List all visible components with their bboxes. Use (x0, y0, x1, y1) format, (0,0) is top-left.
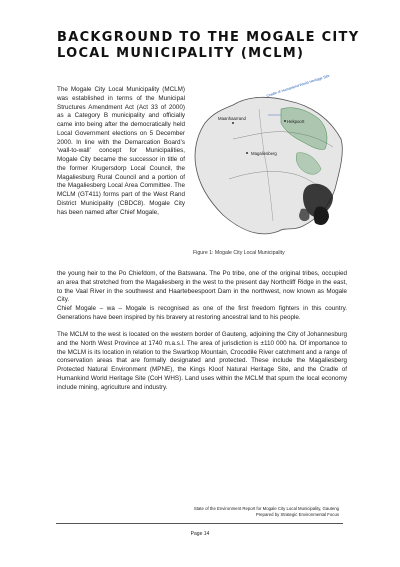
report-footer (57, 506, 339, 518)
section-heading-line-2: LOCAL MUNICIPALITY (MCLM) (57, 46, 305, 61)
paragraph-continuation: the young heir to the Po Chiefdom, of the Batswana. The Po tribe, one of the original tribes, occupied an area that stretched from the Magaliesberg in the west to the present day Northcliff Ridge in the east, to the Vaal River in the southwest and Haartebeespoort Dam in the northwest, now known as Mogale City. (57, 270, 347, 304)
municipality-map (189, 73, 347, 239)
map-label-hekpoort: Hekpoort (287, 119, 305, 124)
map-label-maanhaarrand: Maanhaarrand (218, 116, 246, 121)
paragraph-chief-mogale: Chief Mogale – wa – Mogale is recognised as one of the first freedom fighters in this country. Generations have been inspired by his bravery at restoring ancestral land to his people. (57, 305, 347, 321)
paragraph-location: The MCLM to the west is located on the western border of Gauteng, adjoining the City of Johannesburg and the North West Province at 1740 m.a.s.l. The area of jurisdiction is ±110 000 ha. Of importance to the MCLM is its location in relation to the Swartkop Mountain, Crocodile River catchment and a range of conservation areas that are formally designated and protected. These include the Magaliesberg Protected Natural Environment (MPNE), the Kings Kloof Natural Heritage Site, and the Cradle of Humankind World Heritage Site (CoH WHS). Land uses within the MCLM that spurn the local economy include mining, agriculture and industry. (57, 331, 347, 391)
page-number: Page 14 (190, 531, 210, 537)
footer-divider (56, 523, 343, 524)
heritage-site-label: Cradle of Humankind World Heritage Site (266, 73, 330, 98)
town-marker (232, 122, 234, 124)
town-marker (246, 152, 248, 154)
map-label-magaliesberg: Magaliesberg (251, 151, 277, 156)
section-heading-line-1: BACKGROUND TO THE MOGALE CITY (57, 30, 360, 45)
section-heading (57, 30, 360, 62)
footer-preparer: Prepared by Strategic Environmental Focus (255, 512, 339, 517)
figure-caption: Figure 1: Mogale City Local Municipality (193, 250, 285, 256)
footer-report-title: State of the Environment Report for Mogale City Local Municipality, Gauteng (193, 506, 339, 511)
town-marker (284, 120, 286, 122)
intro-paragraph: The Mogale City Local Municipality (MCLM) was established in terms of the Municipal Structures Amendment Act (Act 33 of 2000) as a Category B municipality and officially came into being after the democratically held Local Government elections on 5 December 2000. In line with the Demarcation Board’s ‘wall-to-wall’ concept for Municipalities, Mogale City became the successor in title of the former Krugersdorp Local Council, the Magaliesburg Rural Council and a portion of the Magaliesberg Local Area Committee. The MCLM (GT411) forms part of the West Rand District Municipality (CBDC8). Mogale City has been named after Chief Mogale, (57, 86, 185, 216)
